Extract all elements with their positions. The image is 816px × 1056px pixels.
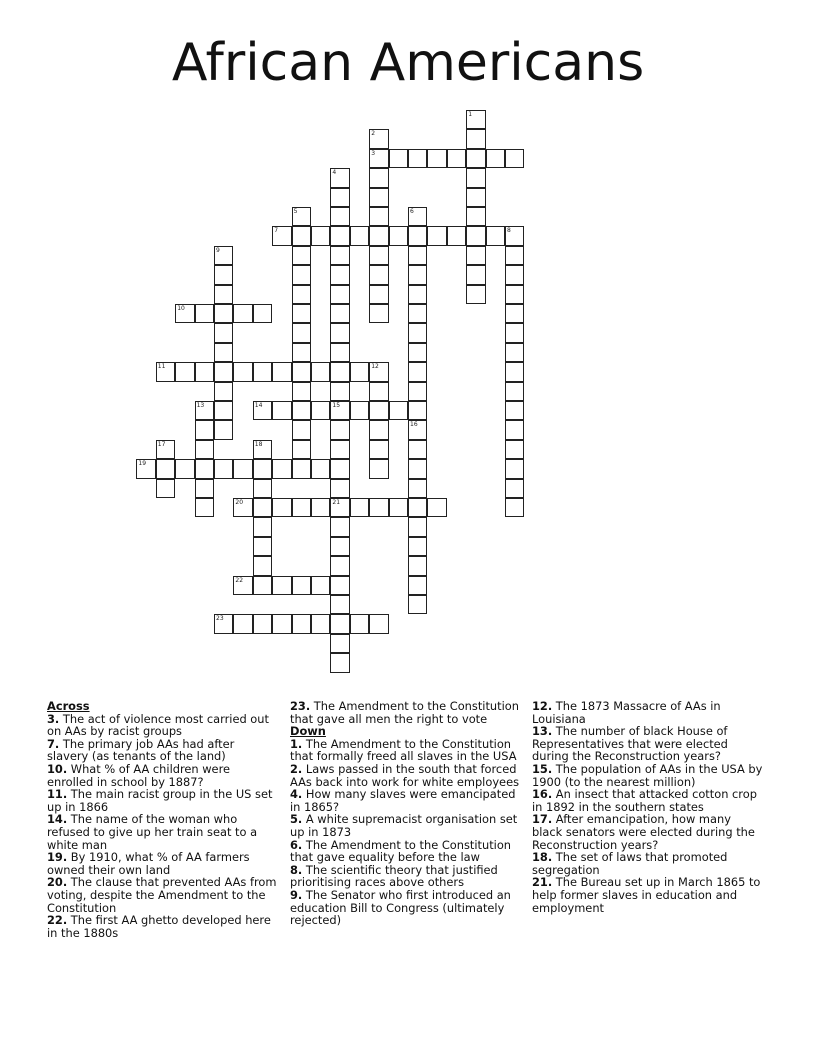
grid-cell[interactable] xyxy=(505,343,524,362)
clue-item-text: The population of AAs in the USA by 1900 (to the nearest million) xyxy=(532,761,763,789)
grid-cell[interactable] xyxy=(330,634,349,653)
clue-number: 15 xyxy=(332,402,341,409)
clue-item-text: The clause that prevented AAs from voting, despite the Amendment to the Constitution xyxy=(47,875,277,915)
grid-cell[interactable] xyxy=(330,479,349,498)
grid-cell[interactable] xyxy=(408,265,427,284)
grid-cell[interactable] xyxy=(505,149,524,168)
grid-cell[interactable] xyxy=(253,401,272,420)
grid-cell[interactable] xyxy=(253,304,272,323)
clue-item-number: 6. xyxy=(290,837,303,852)
grid-cell[interactable] xyxy=(330,188,349,207)
grid-cell[interactable] xyxy=(505,420,524,439)
clue-number: 22 xyxy=(235,576,244,584)
clue-item xyxy=(47,713,277,738)
grid-cell[interactable] xyxy=(330,362,349,381)
grid-cell[interactable] xyxy=(233,459,252,478)
grid-cell[interactable] xyxy=(486,149,505,168)
grid-cell[interactable] xyxy=(505,382,524,401)
grid-cell[interactable] xyxy=(272,498,291,517)
clue-item-text: The scientific theory that justified prioritising races above others xyxy=(290,862,498,890)
grid-cell[interactable] xyxy=(272,362,291,381)
grid-cell[interactable] xyxy=(369,129,388,148)
grid-cell[interactable] xyxy=(195,304,214,323)
grid-cell[interactable] xyxy=(330,265,349,284)
grid-cell[interactable] xyxy=(505,459,524,478)
grid-cell[interactable] xyxy=(330,537,349,556)
grid-cell[interactable] xyxy=(389,498,408,517)
grid-cell[interactable] xyxy=(292,401,311,420)
grid-cell[interactable] xyxy=(330,517,349,536)
grid-cell[interactable] xyxy=(369,498,388,517)
clue-item xyxy=(532,725,764,763)
clue-number: 12 xyxy=(371,363,379,371)
clue-number: 21 xyxy=(332,499,341,506)
grid-cell[interactable] xyxy=(427,226,446,245)
grid-cell[interactable] xyxy=(408,595,427,614)
clue-item-text: The Senator who first introduced an education Bill to Congress (ultimately rejected) xyxy=(290,887,511,928)
grid-cell[interactable] xyxy=(175,362,194,381)
clue-item xyxy=(47,788,277,813)
clue-item-number: 1. xyxy=(290,736,303,751)
grid-cell[interactable] xyxy=(350,498,369,517)
clue-item-text: An insect that attacked cotton crop in 1892 in the southern states xyxy=(532,787,757,814)
grid-cell[interactable] xyxy=(253,498,272,517)
clue-item-number: 17. xyxy=(532,812,553,827)
across-heading: Across xyxy=(47,699,90,713)
grid-cell[interactable] xyxy=(408,498,427,517)
grid-cell[interactable] xyxy=(369,285,388,304)
grid-cell[interactable] xyxy=(505,246,524,265)
grid-cell[interactable] xyxy=(330,498,349,517)
grid-cell[interactable] xyxy=(233,362,252,381)
clue-item xyxy=(532,851,764,876)
clue-item xyxy=(532,876,764,914)
clue-item-number: 13. xyxy=(532,724,553,739)
grid-cell[interactable] xyxy=(214,265,233,284)
grid-cell[interactable] xyxy=(369,246,388,265)
grid-cell[interactable] xyxy=(214,382,233,401)
grid-cell[interactable] xyxy=(253,537,272,556)
grid-cell[interactable] xyxy=(292,265,311,284)
page-title: African Americans xyxy=(171,33,645,93)
grid-cell[interactable] xyxy=(311,576,330,595)
grid-cell[interactable] xyxy=(175,304,194,323)
grid-cell[interactable] xyxy=(408,149,427,168)
clue-number: 11 xyxy=(157,363,166,371)
grid-cell[interactable] xyxy=(369,362,388,381)
grid-cell[interactable] xyxy=(292,343,311,362)
grid-cell[interactable] xyxy=(292,362,311,381)
clue-item-text: The Bureau set up in March 1865 to help former slaves in education and employment xyxy=(532,875,761,915)
grid-cell[interactable] xyxy=(369,401,388,420)
grid-cell[interactable] xyxy=(330,420,349,439)
clue-item xyxy=(290,839,522,864)
clue-item xyxy=(47,738,277,763)
clue-item xyxy=(290,889,522,927)
clues-column-2 xyxy=(290,700,522,927)
grid-cell[interactable] xyxy=(408,479,427,498)
grid-cell[interactable] xyxy=(350,226,369,245)
grid-cell[interactable] xyxy=(214,420,233,439)
grid-cell[interactable] xyxy=(466,168,485,187)
clue-number: 1 xyxy=(468,111,473,118)
grid-cell[interactable] xyxy=(466,265,485,284)
grid-cell[interactable] xyxy=(292,420,311,439)
grid-cell[interactable] xyxy=(350,614,369,633)
clue-item xyxy=(47,876,277,914)
grid-cell[interactable] xyxy=(408,459,427,478)
grid-cell[interactable] xyxy=(466,110,485,129)
clue-number: 10 xyxy=(177,305,185,312)
clue-item xyxy=(532,763,764,788)
clue-number: 20 xyxy=(235,499,244,506)
grid-cell[interactable] xyxy=(330,382,349,401)
grid-cell[interactable] xyxy=(253,614,272,633)
clue-item-text: A white supremacist organisation set up in 1873 xyxy=(290,812,518,839)
clue-number: 5 xyxy=(293,208,298,215)
clue-item-text: By 1910, what % of AA farmers owned their own land xyxy=(47,850,250,877)
grid-cell[interactable] xyxy=(505,323,524,342)
clue-item-number: 20. xyxy=(47,875,68,890)
grid-cell[interactable] xyxy=(330,168,349,187)
grid-cell[interactable] xyxy=(330,226,349,245)
clue-item-number: 19. xyxy=(47,850,68,865)
grid-cell[interactable] xyxy=(292,614,311,633)
grid-cell[interactable] xyxy=(408,304,427,323)
grid-cell[interactable] xyxy=(505,304,524,323)
clue-item-number: 14. xyxy=(47,812,68,827)
grid-cell[interactable] xyxy=(195,401,214,420)
clue-item-number: 8. xyxy=(290,862,303,877)
clue-item-number: 5. xyxy=(290,812,303,827)
grid-cell[interactable] xyxy=(195,459,214,478)
grid-cell[interactable] xyxy=(466,129,485,148)
grid-cell[interactable] xyxy=(505,401,524,420)
grid-cell[interactable] xyxy=(486,226,505,245)
grid-cell[interactable] xyxy=(330,440,349,459)
grid-cell[interactable] xyxy=(408,576,427,595)
clues-column-1 xyxy=(47,700,277,939)
grid-cell[interactable] xyxy=(505,479,524,498)
grid-cell[interactable] xyxy=(369,226,388,245)
grid-cell[interactable] xyxy=(272,614,291,633)
grid-cell[interactable] xyxy=(292,382,311,401)
clue-number: 3 xyxy=(371,149,376,157)
grid-cell[interactable] xyxy=(369,440,388,459)
clue-item-number: 3. xyxy=(47,711,60,726)
grid-cell[interactable] xyxy=(369,382,388,401)
grid-cell[interactable] xyxy=(175,459,194,478)
grid-cell[interactable] xyxy=(233,304,252,323)
grid-cell[interactable] xyxy=(272,576,291,595)
grid-cell[interactable] xyxy=(311,614,330,633)
clue-item-number: 18. xyxy=(532,850,553,865)
grid-cell[interactable] xyxy=(330,285,349,304)
grid-cell[interactable] xyxy=(369,420,388,439)
grid-cell[interactable] xyxy=(466,207,485,226)
grid-cell[interactable] xyxy=(330,459,349,478)
clue-item-text: The 1873 Massacre of AAs in Louisiana xyxy=(532,699,721,726)
clue-item xyxy=(290,813,522,838)
grid-cell[interactable] xyxy=(369,459,388,478)
grid-cell[interactable] xyxy=(505,498,524,517)
clues-column-3 xyxy=(532,700,764,914)
grid-cell[interactable] xyxy=(214,323,233,342)
grid-cell[interactable] xyxy=(408,226,427,245)
clue-item-number: 23. xyxy=(290,699,311,713)
grid-cell[interactable] xyxy=(330,207,349,226)
clue-number: 18 xyxy=(254,440,263,448)
grid-cell[interactable] xyxy=(214,614,233,633)
clue-item-number: 10. xyxy=(47,761,68,776)
grid-cell[interactable] xyxy=(214,246,233,265)
grid-cell[interactable] xyxy=(214,343,233,362)
grid-cell[interactable] xyxy=(311,226,330,245)
clue-number: 7 xyxy=(274,227,279,235)
grid-cell[interactable] xyxy=(408,420,427,439)
clue-number: 17 xyxy=(157,440,166,448)
grid-cell[interactable] xyxy=(408,285,427,304)
grid-cell[interactable] xyxy=(389,149,408,168)
clue-item-text: The Amendment to the Constitution that formally freed all slaves in the USA xyxy=(290,736,517,764)
grid-cell[interactable] xyxy=(505,265,524,284)
clue-item-text: What % of AA children were enrolled in school by 1887? xyxy=(47,761,231,789)
grid-cell[interactable] xyxy=(292,304,311,323)
grid-cell[interactable] xyxy=(195,362,214,381)
grid-cell[interactable] xyxy=(369,149,388,168)
grid-cell[interactable] xyxy=(330,653,349,672)
clue-item-text: The Amendment to the Constitution that gave equality before the law xyxy=(290,837,512,865)
grid-cell[interactable] xyxy=(253,479,272,498)
clue-item xyxy=(290,864,522,889)
grid-cell[interactable] xyxy=(292,459,311,478)
grid-cell[interactable] xyxy=(350,401,369,420)
grid-cell[interactable] xyxy=(233,498,252,517)
grid-cell[interactable] xyxy=(408,401,427,420)
grid-cell[interactable] xyxy=(214,304,233,323)
grid-cell[interactable] xyxy=(408,517,427,536)
grid-cell[interactable] xyxy=(292,576,311,595)
grid-cell[interactable] xyxy=(195,440,214,459)
grid-cell[interactable] xyxy=(292,207,311,226)
grid-cell[interactable] xyxy=(447,149,466,168)
grid-cell[interactable] xyxy=(330,614,349,633)
grid-cell[interactable] xyxy=(389,401,408,420)
clue-item xyxy=(47,914,277,939)
grid-cell[interactable] xyxy=(330,595,349,614)
grid-cell[interactable] xyxy=(505,226,524,245)
grid-cell[interactable] xyxy=(330,304,349,323)
clue-item-number: 15. xyxy=(532,761,553,776)
grid-cell[interactable] xyxy=(292,246,311,265)
clue-number: 19 xyxy=(138,460,147,468)
grid-cell[interactable] xyxy=(156,362,175,381)
clue-item-text: The set of laws that promoted segregation xyxy=(532,850,728,877)
clue-item-number: 2. xyxy=(290,761,303,776)
grid-cell[interactable] xyxy=(389,226,408,245)
grid-cell[interactable] xyxy=(408,343,427,362)
clue-item-number: 12. xyxy=(532,699,553,713)
clue-item xyxy=(290,738,522,763)
grid-cell[interactable] xyxy=(427,149,446,168)
grid-cell[interactable] xyxy=(408,323,427,342)
grid-cell[interactable] xyxy=(214,401,233,420)
grid-cell[interactable] xyxy=(156,459,175,478)
clue-number: 4 xyxy=(332,169,337,177)
grid-cell[interactable] xyxy=(253,440,272,459)
grid-cell[interactable] xyxy=(369,188,388,207)
grid-cell[interactable] xyxy=(505,285,524,304)
clue-number: 23 xyxy=(216,615,224,623)
grid-cell[interactable] xyxy=(330,576,349,595)
grid-cell[interactable] xyxy=(292,498,311,517)
grid-cell[interactable] xyxy=(195,420,214,439)
grid-cell[interactable] xyxy=(447,226,466,245)
grid-cell[interactable] xyxy=(330,246,349,265)
grid-cell[interactable] xyxy=(253,517,272,536)
grid-cell[interactable] xyxy=(466,188,485,207)
clue-item xyxy=(532,813,764,851)
clue-item-text: After emancipation, how many black senators were elected during the Reconstruction years? xyxy=(532,812,755,852)
clue-item-text: The number of black House of Representatives that were elected during the Reconstruction years? xyxy=(532,724,728,764)
grid-cell[interactable] xyxy=(369,207,388,226)
grid-cell[interactable] xyxy=(330,323,349,342)
grid-cell[interactable] xyxy=(156,440,175,459)
grid-cell[interactable] xyxy=(272,401,291,420)
grid-cell[interactable] xyxy=(292,226,311,245)
clue-item xyxy=(47,763,277,788)
grid-cell[interactable] xyxy=(466,285,485,304)
grid-cell[interactable] xyxy=(408,207,427,226)
clue-item xyxy=(532,700,764,725)
grid-cell[interactable] xyxy=(195,498,214,517)
grid-cell[interactable] xyxy=(233,614,252,633)
grid-cell[interactable] xyxy=(253,459,272,478)
clue-item-number: 4. xyxy=(290,787,303,802)
grid-cell[interactable] xyxy=(466,149,485,168)
clue-item-number: 21. xyxy=(532,875,553,890)
grid-cell[interactable] xyxy=(408,362,427,381)
grid-cell[interactable] xyxy=(253,362,272,381)
grid-cell[interactable] xyxy=(369,614,388,633)
grid-cell[interactable] xyxy=(311,401,330,420)
clue-item xyxy=(290,700,522,725)
clue-item-text: The act of violence most carried out on AAs by racist groups xyxy=(47,711,269,739)
clue-item xyxy=(290,763,522,788)
clue-number: 6 xyxy=(410,208,414,215)
clue-number: 13 xyxy=(196,402,205,409)
grid-cell[interactable] xyxy=(330,343,349,362)
grid-cell[interactable] xyxy=(330,556,349,575)
clue-item-text: The main racist group in the US set up in 1866 xyxy=(47,787,273,814)
grid-cell[interactable] xyxy=(466,226,485,245)
clue-number: 14 xyxy=(254,402,263,409)
grid-cell[interactable] xyxy=(136,459,155,478)
clue-item-text: The first AA ghetto developed here in the 1880s xyxy=(47,913,271,940)
grid-cell[interactable] xyxy=(253,556,272,575)
grid-cell[interactable] xyxy=(408,246,427,265)
grid-cell[interactable] xyxy=(369,168,388,187)
grid-cell[interactable] xyxy=(253,576,272,595)
clue-item-number: 16. xyxy=(532,787,553,802)
clue-item xyxy=(532,788,764,813)
grid-cell[interactable] xyxy=(408,382,427,401)
clue-number: 8 xyxy=(507,227,511,235)
grid-cell[interactable] xyxy=(292,440,311,459)
grid-cell[interactable] xyxy=(214,362,233,381)
clue-item-text: Laws passed in the south that forced AAs back into work for white employees xyxy=(290,761,520,789)
grid-cell[interactable] xyxy=(350,362,369,381)
clue-item-text: The Amendment to the Constitution that gave all men the right to vote xyxy=(290,699,519,726)
grid-cell[interactable] xyxy=(505,362,524,381)
clue-item-number: 22. xyxy=(47,913,68,928)
clue-item-number: 9. xyxy=(290,887,303,902)
clue-item xyxy=(47,851,277,876)
grid-cell[interactable] xyxy=(233,576,252,595)
grid-cell[interactable] xyxy=(214,285,233,304)
clue-item xyxy=(290,788,522,813)
clue-item-text: The name of the woman who refused to give up her train seat to a white man xyxy=(47,812,258,852)
grid-cell[interactable] xyxy=(272,226,291,245)
grid-cell[interactable] xyxy=(369,304,388,323)
grid-cell[interactable] xyxy=(408,440,427,459)
grid-cell[interactable] xyxy=(408,537,427,556)
grid-cell[interactable] xyxy=(156,479,175,498)
grid-cell[interactable] xyxy=(311,498,330,517)
grid-cell[interactable] xyxy=(195,479,214,498)
down-heading: Down xyxy=(290,724,326,739)
grid-cell[interactable] xyxy=(330,401,349,420)
grid-cell[interactable] xyxy=(292,323,311,342)
grid-cell[interactable] xyxy=(311,459,330,478)
clue-item-text: The primary job AAs had after slavery (as tenants of the land) xyxy=(47,736,235,764)
clue-item-number: 11. xyxy=(47,787,68,802)
clue-number: 9 xyxy=(216,246,220,254)
grid-cell[interactable] xyxy=(408,556,427,575)
grid-cell[interactable] xyxy=(369,265,388,284)
grid-cell[interactable] xyxy=(272,459,291,478)
grid-cell[interactable] xyxy=(505,440,524,459)
clue-number: 16 xyxy=(410,421,418,429)
clue-item-text: How many slaves were emancipated in 1865? xyxy=(290,787,516,814)
grid-cell[interactable] xyxy=(214,459,233,478)
grid-cell[interactable] xyxy=(427,498,446,517)
grid-cell[interactable] xyxy=(311,362,330,381)
clue-item-number: 7. xyxy=(47,736,60,751)
clue-number: 2 xyxy=(371,130,376,138)
grid-cell[interactable] xyxy=(466,246,485,265)
clue-item xyxy=(47,813,277,851)
grid-cell[interactable] xyxy=(292,285,311,304)
